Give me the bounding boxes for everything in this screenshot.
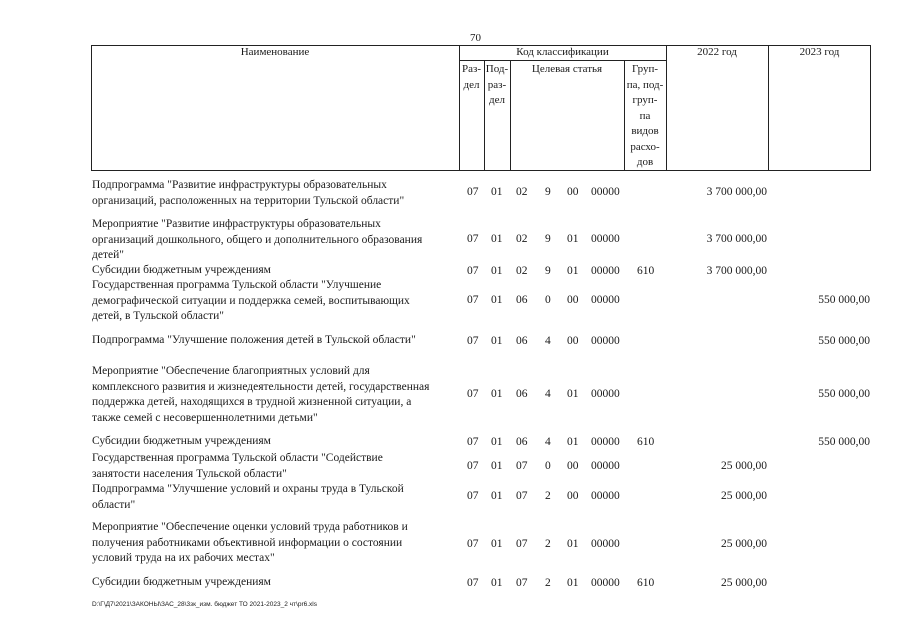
row-code-cell: 07 [467,294,479,306]
row-code-cell: 00 [567,186,579,198]
row-value-2023: 550 000,00 [818,294,870,306]
row-code-cell: 07 [467,436,479,448]
row-code-cell: 2 [545,490,551,502]
header-2022: 2022 год [697,46,737,58]
row-code-cell: 00000 [591,577,620,589]
row-code-cell: 610 [637,265,655,277]
row-code-cell: 00000 [591,490,620,502]
header-razdel: Раз- дел [461,63,481,91]
row-code-cell: 610 [637,577,655,589]
row-code-cell: 00000 [591,538,620,550]
row-code-cell: 00 [567,335,579,347]
row-code-cell: 00000 [591,186,620,198]
row-name: Субсидии бюджетным учреждениям [92,435,271,447]
row-value-2022: 25 000,00 [721,577,767,589]
row-code-cell: 00 [567,460,579,472]
row-value-2022: 25 000,00 [721,460,767,472]
row-code-cell: 4 [545,436,551,448]
row-code-cell: 07 [516,538,528,550]
row-code-cell: 07 [467,265,479,277]
row-code-cell: 4 [545,335,551,347]
row-code-cell: 01 [491,538,503,550]
row-name: Государственная программа Тульской области "Улучшение демографической ситуации и поддержка семей, воспитывающих детей, в Тульской области" [92,279,410,322]
row-code-cell: 06 [516,436,528,448]
row-code-cell: 00000 [591,265,620,277]
row-name: Субсидии бюджетным учреждениям [92,264,271,276]
row-code-cell: 01 [567,538,579,550]
row-code-cell: 02 [516,233,528,245]
row-value-2022: 3 700 000,00 [706,233,767,245]
row-code-cell: 07 [467,186,479,198]
row-code-cell: 4 [545,388,551,400]
row-code-cell: 01 [491,265,503,277]
header-2023: 2023 год [799,46,840,58]
row-code-cell: 07 [516,577,528,589]
header-group: Груп- па, под- груп- па видов расхо- дов [626,63,664,168]
row-code-cell: 02 [516,265,528,277]
row-value-2023: 550 000,00 [818,388,870,400]
row-code-cell: 0 [545,294,551,306]
row-value-2022: 3 700 000,00 [706,265,767,277]
row-code-cell: 2 [545,577,551,589]
row-code-cell: 06 [516,388,528,400]
row-code-cell: 01 [567,436,579,448]
header-code: Код классификации [516,46,609,58]
row-code-cell: 07 [467,388,479,400]
row-code-cell: 610 [637,436,655,448]
row-code-cell: 9 [545,233,551,245]
row-name: Подпрограмма "Улучшение условий и охраны труда в Тульской области" [92,483,404,511]
row-code-cell: 01 [491,294,503,306]
row-code-cell: 07 [516,490,528,502]
row-code-cell: 01 [491,335,503,347]
page-number: 70 [470,32,481,44]
row-code-cell: 02 [516,186,528,198]
row-code-cell: 2 [545,538,551,550]
row-name: Мероприятие "Обеспечение оценки условий труда работников и получения работниками объективной информации о состоянии условий труда на их рабочих местах" [92,521,408,564]
row-code-cell: 00000 [591,436,620,448]
row-code-cell: 00 [567,294,579,306]
row-name: Подпрограмма "Развитие инфраструктуры образовательных организаций, расположенных на территории Тульской области" [92,179,405,207]
row-value-2023: 550 000,00 [818,335,870,347]
file-path-footer: D:\Г\Д7\2021\ЗАКОНЫ\ЗАС_28\3зк_изм. бюджет ТО 2021-2023_2 чт\pr6.xls [92,601,317,608]
row-code-cell: 01 [491,233,503,245]
row-code-cell: 07 [467,577,479,589]
row-code-cell: 00000 [591,460,620,472]
row-value-2022: 3 700 000,00 [706,186,767,198]
row-code-cell: 01 [567,577,579,589]
row-code-cell: 06 [516,335,528,347]
row-code-cell: 9 [545,186,551,198]
row-name: Подпрограмма "Улучшение положения детей в Тульской области" [92,334,416,346]
row-code-cell: 07 [467,460,479,472]
row-code-cell: 01 [491,577,503,589]
row-code-cell: 01 [491,490,503,502]
row-name: Мероприятие "Развитие инфраструктуры образовательных организаций дошкольного, общего и дополнительного образования детей" [92,218,423,261]
row-code-cell: 01 [567,265,579,277]
row-code-cell: 01 [567,233,579,245]
header-name: Наименование [240,46,310,58]
row-value-2022: 25 000,00 [721,538,767,550]
header-target: Целевая статья [531,63,603,75]
row-code-cell: 07 [467,335,479,347]
row-name: Государственная программа Тульской области "Содействие занятости населения Тульской области" [92,452,383,480]
row-code-cell: 01 [491,388,503,400]
row-code-cell: 07 [467,490,479,502]
row-code-cell: 01 [491,436,503,448]
row-value-2023: 550 000,00 [818,436,870,448]
row-value-2022: 25 000,00 [721,490,767,502]
row-name: Субсидии бюджетным учреждениям [92,576,271,588]
row-code-cell: 00000 [591,233,620,245]
row-code-cell: 06 [516,294,528,306]
row-code-cell: 01 [491,186,503,198]
row-code-cell: 0 [545,460,551,472]
row-code-cell: 9 [545,265,551,277]
row-code-cell: 07 [467,233,479,245]
row-code-cell: 07 [516,460,528,472]
row-code-cell: 01 [567,388,579,400]
row-code-cell: 01 [491,460,503,472]
row-name: Мероприятие "Обеспечение благоприятных условий для комплексного развития и жизнедеятельности детей, государственная поддержка детей, находящихся в трудной жизненной ситуации, а также семей с несовершеннолетними детьми" [92,365,430,424]
header-podrazdel: Под- раз- дел [485,63,509,106]
row-code-cell: 00000 [591,335,620,347]
row-code-cell: 07 [467,538,479,550]
row-code-cell: 00000 [591,388,620,400]
row-code-cell: 00000 [591,294,620,306]
row-code-cell: 00 [567,490,579,502]
